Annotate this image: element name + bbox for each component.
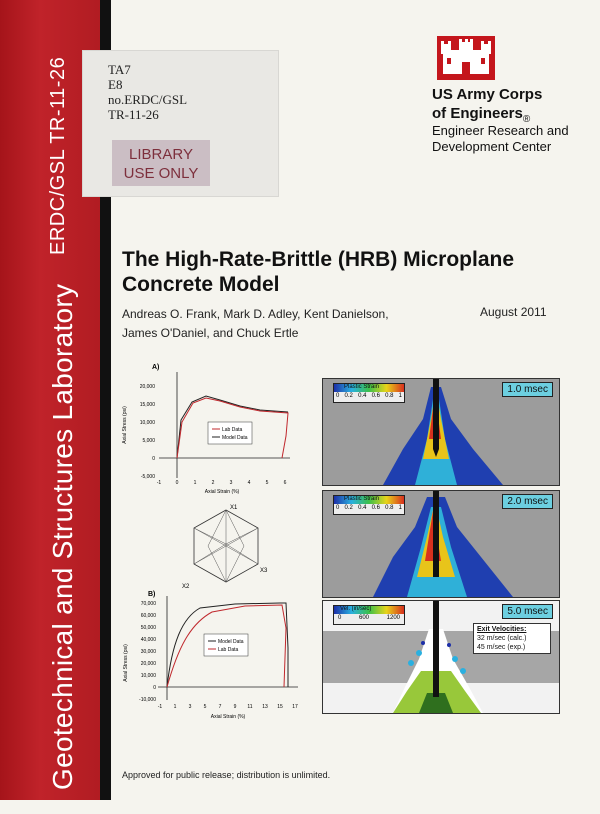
legend-title-1: Plastic Strain <box>344 384 380 390</box>
simulation-legend-2 <box>333 495 405 515</box>
exit-velocity-exp: 45 m/sec (exp.) <box>477 644 526 651</box>
plot-b-legend-item: Model Data <box>218 639 244 645</box>
plot-a-xtick: 5 <box>265 480 269 486</box>
legend-tick: 1200 <box>386 615 400 621</box>
simulation-panel-3 <box>322 600 560 714</box>
plot-b-legend-item: Lab Data <box>218 647 239 653</box>
plot-a-xtick: 4 <box>247 480 251 486</box>
plot-b-xtick: 7 <box>218 704 222 710</box>
plot-b-ytick: 0 <box>153 685 156 691</box>
legend-tick: 600 <box>358 615 369 621</box>
plot-b-xtick: 11 <box>247 704 253 710</box>
icosa-axis-label: X1 <box>230 505 238 511</box>
legend-tick: 1 <box>398 393 402 399</box>
plot-a-ytick: 10,000 <box>139 420 155 426</box>
plot-b-ytick: -10,000 <box>139 697 156 703</box>
plot-b-xtick: 3 <box>188 704 192 710</box>
simulation-legend-3 <box>333 605 405 625</box>
plot-b-ytick: 10,000 <box>140 673 156 679</box>
plot-a-ylabel: Axial Stress (psi) <box>122 406 128 444</box>
plot-b-xtick: 9 <box>233 704 237 710</box>
legend-ticks-1 <box>334 392 404 400</box>
legend-tick: 0 <box>336 393 340 399</box>
plot-a-xtick: 2 <box>211 480 215 486</box>
icosa-axis-label: X3 <box>260 568 268 574</box>
plot-b-ytick: 20,000 <box>140 661 156 667</box>
authors-line2: James O'Daniel, and Chuck Ertle <box>122 326 299 340</box>
legend-tick: 0.4 <box>358 393 367 399</box>
plot-b-ytick: 40,000 <box>140 637 156 643</box>
icosa-axis-label: X2 <box>182 584 190 590</box>
legend-tick: 0 <box>338 615 342 621</box>
plot-a-ytick: 5,000 <box>142 438 155 444</box>
plot-a-ytick: -5,000 <box>140 474 155 480</box>
org-subtitle <box>432 123 569 155</box>
plot-a-legend-item: Lab Data <box>222 427 243 433</box>
registered-mark: ® <box>522 114 531 125</box>
plot-b-xtick: 1 <box>173 704 177 710</box>
plot-b-xtick: 5 <box>203 704 207 710</box>
legend-title-2: Plastic Strain <box>344 496 380 502</box>
colorbar-1 <box>334 384 404 392</box>
exit-velocity-title: Exit Velocities: <box>477 626 527 633</box>
plot-a-ytick: 0 <box>152 456 155 462</box>
plot-b-label: B) <box>148 591 156 598</box>
colorbar-2 <box>334 496 404 504</box>
plot-b-xtick: 13 <box>262 704 268 710</box>
plot-a-xtick: -1 <box>156 480 162 486</box>
legend-tick: 0.2 <box>344 393 353 399</box>
plot-a-xtick: 1 <box>193 480 197 486</box>
plot-b-xlabel: Axial Strain (%) <box>210 714 246 720</box>
exit-velocity-calc: 32 m/sec (calc.) <box>477 635 527 642</box>
side-lab-name: Geotechnical and Structures Laboratory <box>47 283 78 790</box>
simulation-panel-2 <box>322 490 560 598</box>
time-tag-1: 1.0 msec <box>502 382 553 397</box>
castle-logo-icon <box>437 36 495 80</box>
report-date: August 2011 <box>480 305 547 319</box>
plot-a <box>120 360 310 495</box>
org-name-line2: of Engineers <box>432 105 523 122</box>
library-stamp-text: LIBRARY USE ONLY <box>123 146 199 182</box>
plot-b-xtick: 15 <box>277 704 283 710</box>
plot-a-ytick: 15,000 <box>139 402 155 408</box>
legend-tick: 1 <box>398 505 402 511</box>
legend-tick: 0.2 <box>344 505 353 511</box>
exit-velocity-box <box>473 623 551 654</box>
legend-tick: 0.6 <box>371 393 380 399</box>
plot-b-xtick: 17 <box>292 704 298 710</box>
legend-ticks-2 <box>334 504 404 512</box>
plot-b-ylabel: Axial Stress (psi) <box>123 644 129 682</box>
time-tag-3: 5.0 msec <box>502 604 553 619</box>
plot-a-ytick: 20,000 <box>139 384 155 390</box>
simulation-legend-1 <box>333 383 405 403</box>
simulation-panel-1 <box>322 378 560 486</box>
legend-tick: 0 <box>336 505 340 511</box>
plot-b-ytick: 30,000 <box>140 649 156 655</box>
legend-tick: 0.4 <box>358 505 367 511</box>
legend-ticks-3 <box>334 614 404 622</box>
report-title: The High-Rate-Brittle (HRB) Microplane Concrete Model <box>122 248 515 296</box>
org-sub-line2: Development Center <box>432 139 552 154</box>
authors <box>122 305 422 343</box>
plot-b-ytick: 70,000 <box>140 601 156 607</box>
plot-a-legend-item: Model Data <box>222 435 248 441</box>
authors-line1: Andreas O. Frank, Mark D. Adley, Kent Danielson, <box>122 307 389 321</box>
plot-a-label: A) <box>152 364 160 371</box>
legend-tick: 0.8 <box>385 505 394 511</box>
plot-b-xtick: -1 <box>157 704 163 710</box>
side-report-id: ERDC/GSL TR-11-26 <box>47 56 69 255</box>
org-name-line1: US Army Corps <box>432 86 543 103</box>
plot-a-xtick: 0 <box>175 480 179 486</box>
plot-b-ytick: 60,000 <box>140 613 156 619</box>
legend-tick: 0.8 <box>385 393 394 399</box>
icosahedron-diagram <box>178 500 274 592</box>
legend-title-3: Vel. (in/sec) <box>340 606 372 612</box>
plot-b-ytick: 50,000 <box>140 625 156 631</box>
plot-a-xlabel: Axial Strain (%) <box>204 489 240 495</box>
distribution-statement: Approved for public release; distribution is unlimited. <box>122 770 331 780</box>
legend-tick: 0.6 <box>371 505 380 511</box>
org-sub-line1: Engineer Research and <box>432 123 569 138</box>
plot-a-xtick: 6 <box>283 480 287 486</box>
time-tag-2: 2.0 msec <box>502 494 553 509</box>
plot-b <box>120 588 310 750</box>
colorbar-3 <box>334 606 404 614</box>
plot-a-xtick: 3 <box>229 480 233 486</box>
call-number: TA7 E8 no.ERDC/GSL TR-11-26 <box>108 62 188 122</box>
